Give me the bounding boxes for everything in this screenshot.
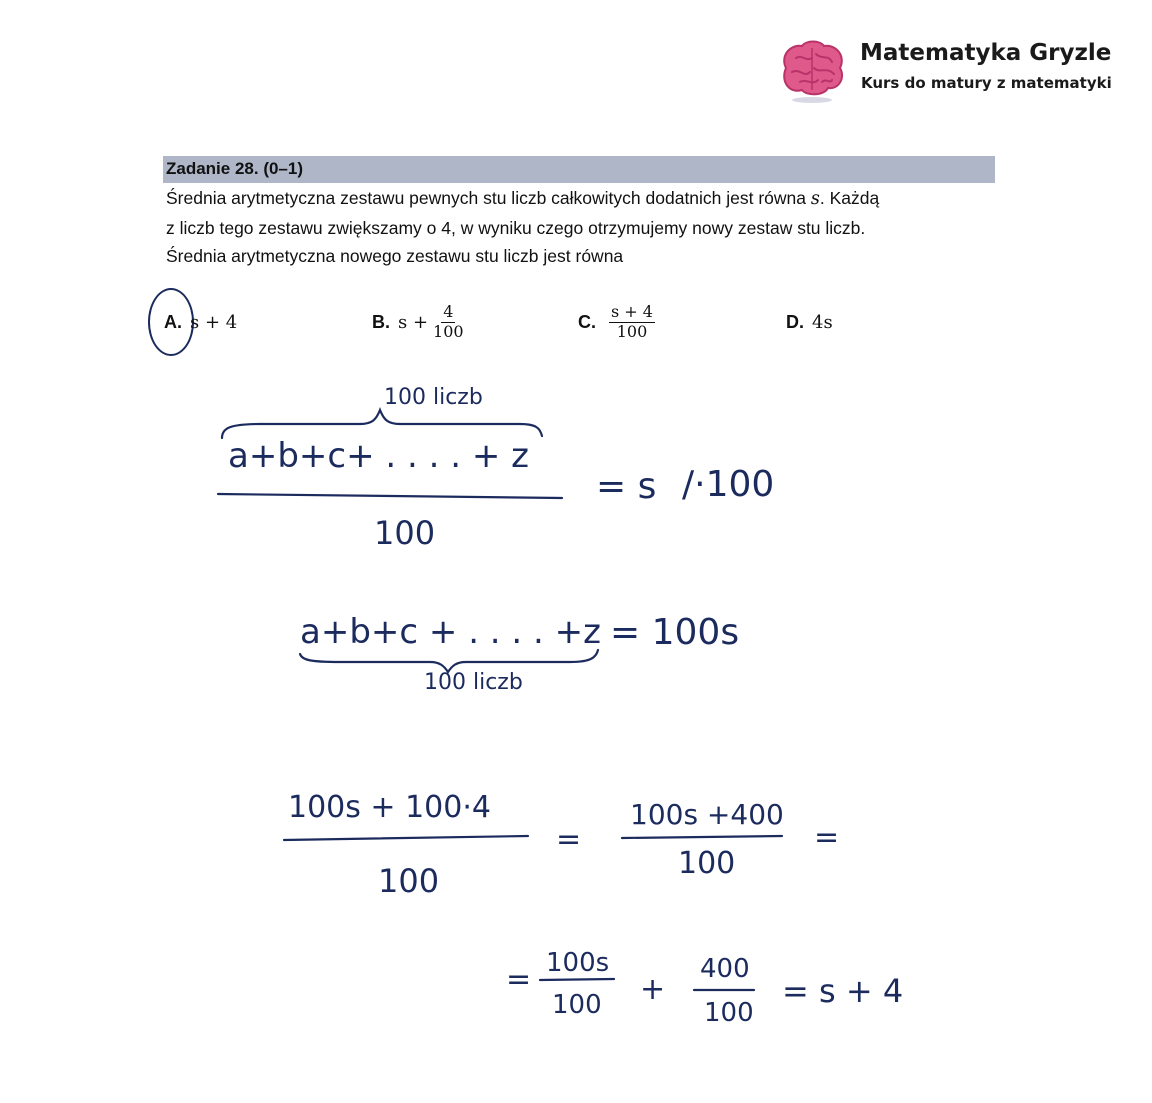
sum-expression-2: a+b+c + . . . . +z	[300, 612, 601, 652]
denominator-3: 100	[378, 862, 440, 900]
equals-100s: = 100s	[610, 612, 740, 653]
option-c-numerator: s + 4	[611, 301, 653, 321]
task-variable-s: s	[810, 189, 820, 209]
fraction-bar-1	[218, 494, 562, 498]
denominator-1: 100	[374, 514, 436, 552]
bottom-brace	[300, 650, 598, 672]
option-b-denominator: 100	[433, 321, 464, 341]
option-a-letter: A.	[164, 311, 182, 332]
option-a-expr: s + 4	[190, 311, 238, 333]
option-b-numerator: 4	[443, 301, 454, 321]
label-100-liczb-bottom: 100 liczb	[424, 670, 523, 695]
brand-subtitle: Kurs do matury z matematyki	[861, 74, 1112, 92]
task-line-1-a: Średnia arytmetyczna zestawu pewnych stu liczb całkowitych dodatnich jest równa	[166, 188, 811, 208]
sum-expression-1: a+b+c+ . . . . + z	[228, 436, 529, 476]
option-b-expr: s +	[398, 311, 429, 333]
final-result: = s + 4	[782, 972, 904, 1010]
denominator-4: 100	[678, 846, 736, 881]
equals-5: =	[506, 962, 532, 997]
numerator-5: 100s	[546, 948, 610, 978]
denominator-5: 100	[552, 990, 602, 1020]
option-d-expr: 4s	[812, 311, 833, 333]
fraction-bar-5	[540, 979, 614, 980]
brand-title: Matematyka Gryzle	[860, 40, 1112, 66]
equals-4: =	[814, 820, 840, 855]
option-b-letter: B.	[372, 311, 390, 332]
plus-5: +	[640, 972, 666, 1007]
option-c-denominator: 100	[616, 321, 648, 341]
denominator-6: 100	[704, 998, 754, 1028]
numerator-4: 100s +400	[630, 798, 784, 831]
option-d-letter: D.	[786, 311, 804, 332]
multiply-by-100: /·100	[682, 464, 775, 505]
task-header-label: Zadanie 28. (0–1)	[166, 159, 304, 178]
task-line-1-b: . Każdą	[819, 188, 880, 208]
label-100-liczb-top: 100 liczb	[384, 385, 483, 410]
equals-s: = s	[596, 466, 657, 507]
fraction-bar-3	[284, 836, 528, 840]
equals-3: =	[556, 822, 582, 857]
numerator-3: 100s + 100·4	[288, 790, 491, 825]
fraction-bar-4	[622, 836, 782, 838]
task-line-3: Średnia arytmetyczna nowego zestawu stu liczb jest równa	[166, 246, 624, 266]
top-brace	[222, 410, 542, 438]
option-c-letter: C.	[578, 311, 596, 332]
numerator-6: 400	[700, 954, 750, 984]
task-line-2: z liczb tego zestawu zwiększamy o 4, w wyniku czego otrzymujemy nowy zestaw stu liczb.	[166, 218, 866, 238]
